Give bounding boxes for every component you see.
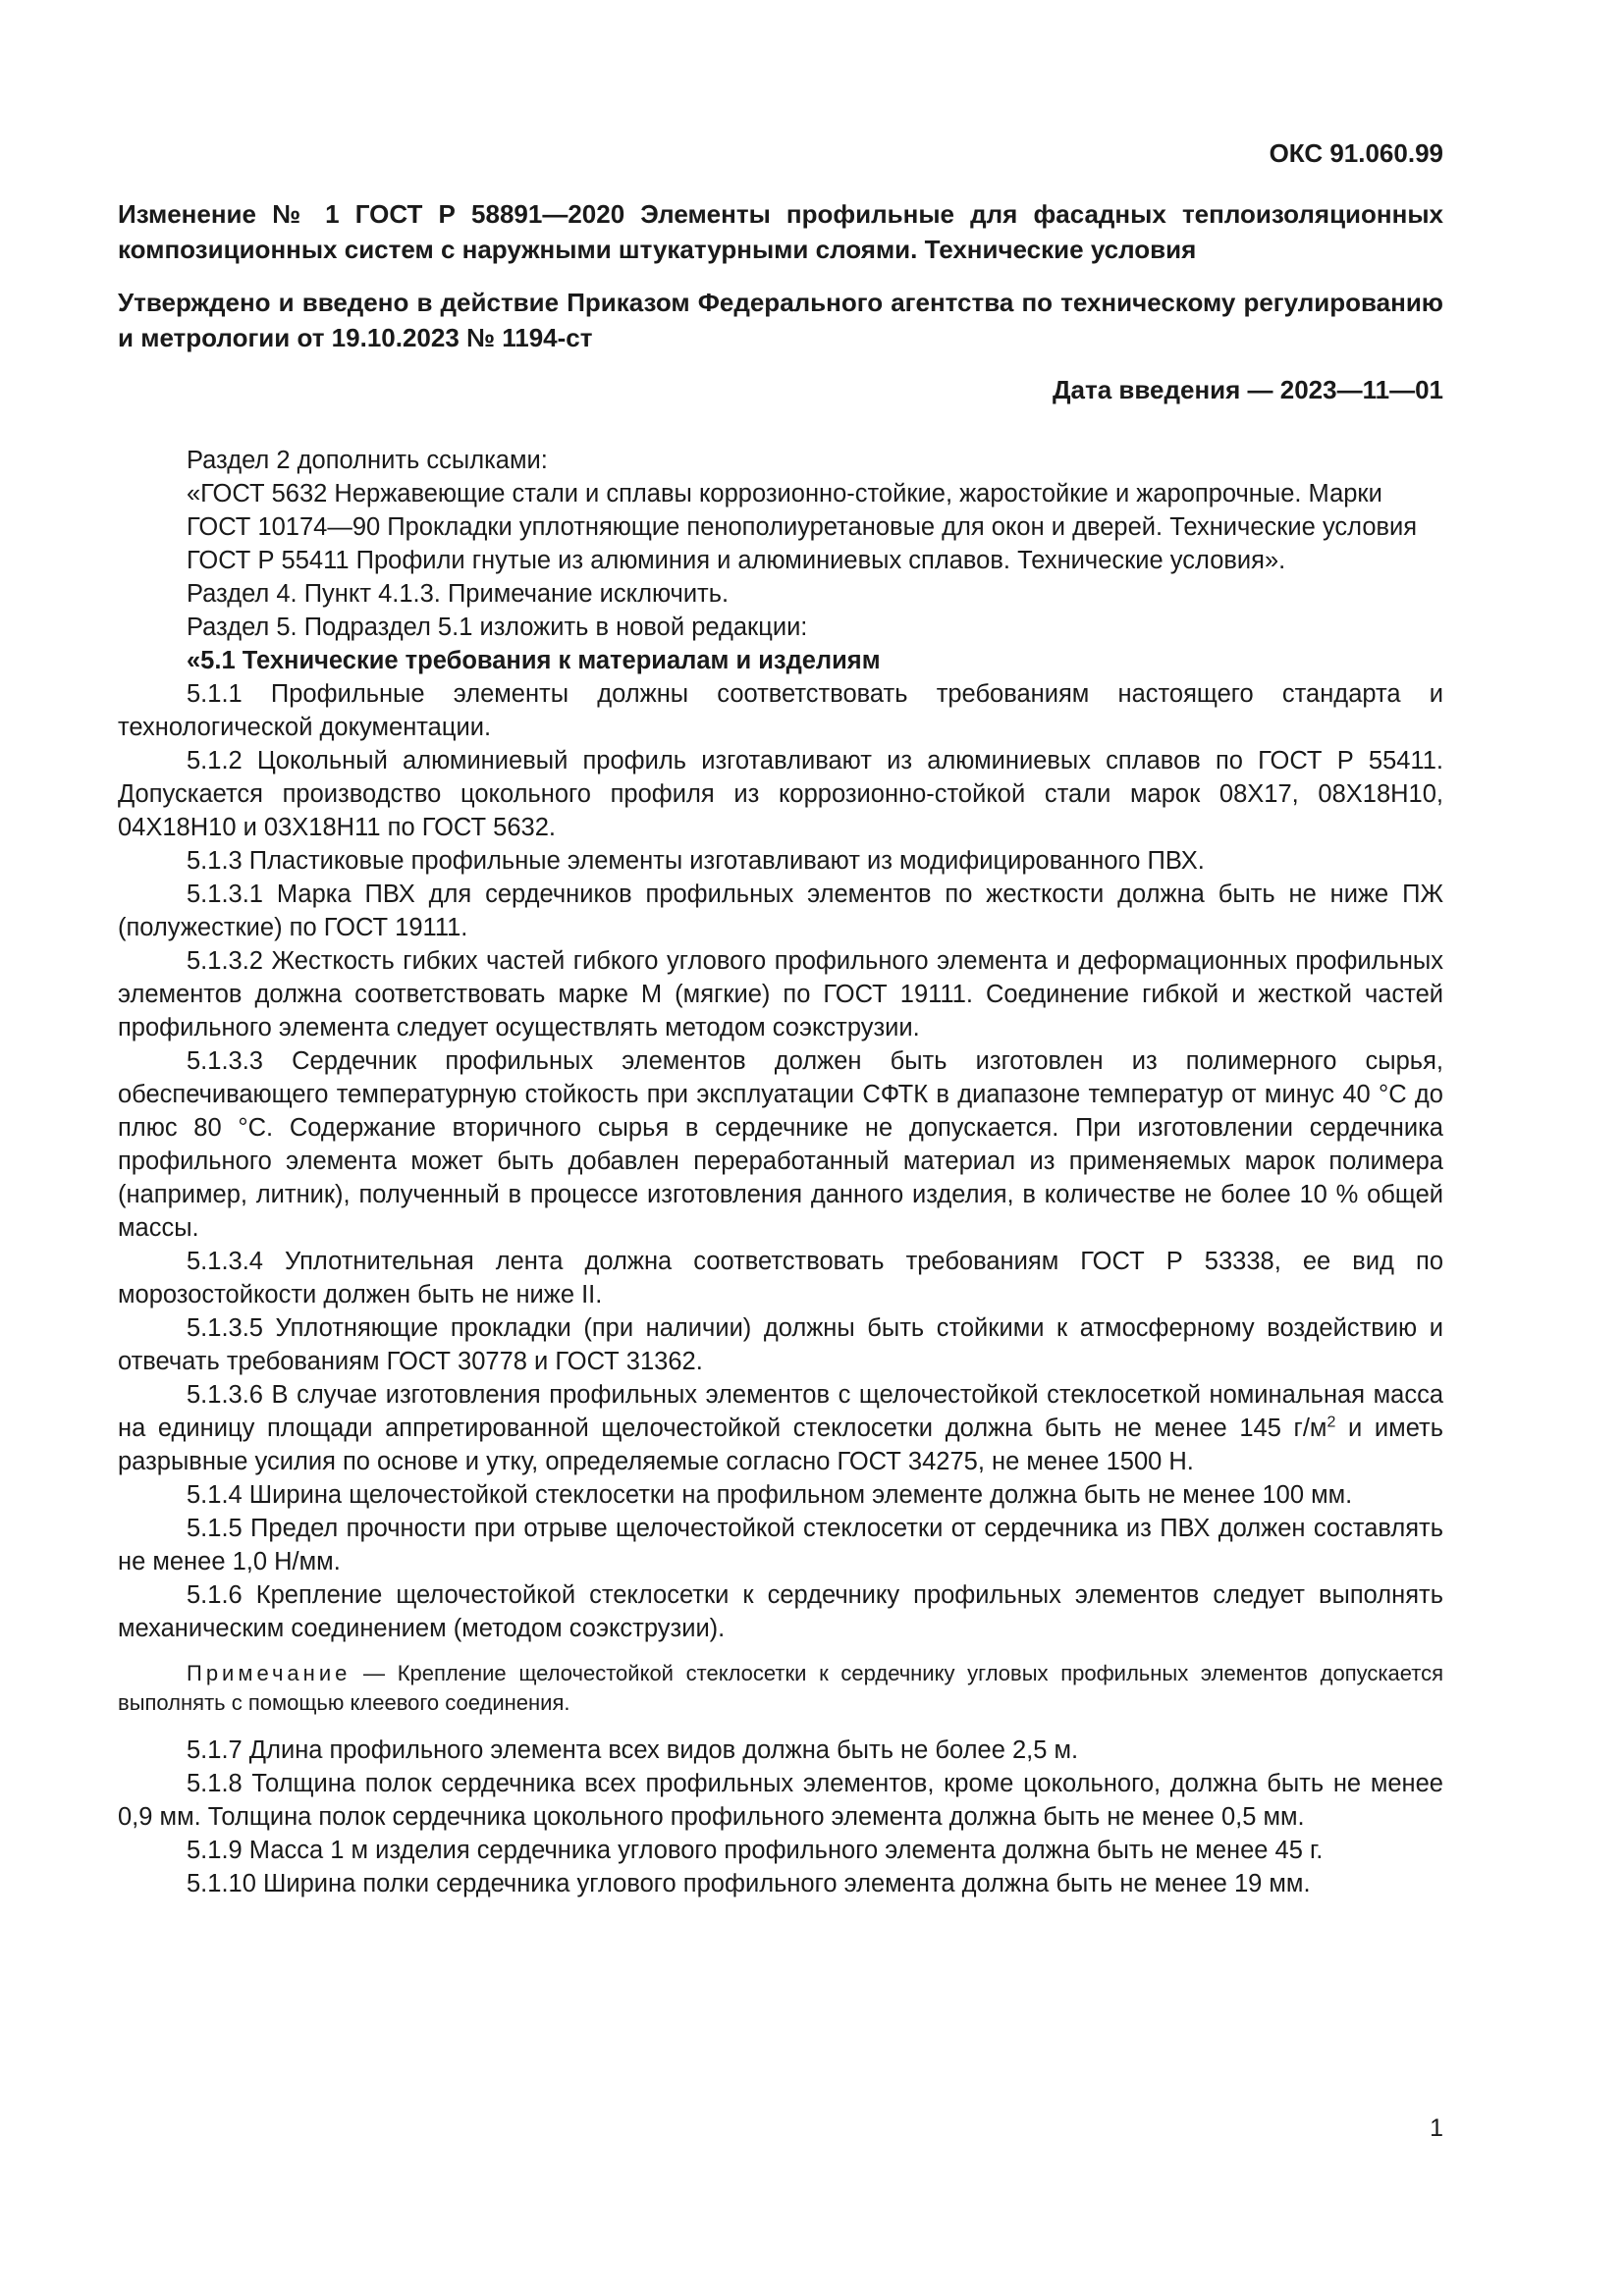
- paragraph: ГОСТ Р 55411 Профили гнутые из алюминия и алюминиевых сплавов. Технические условия».: [187, 547, 1286, 574]
- paragraph: 5.1.1 Профильные элементы должны соответствовать требованиям настоящего стандарта и технологической документации.: [118, 680, 1443, 741]
- paragraph: 5.1.6 Крепление щелочестойкой стеклосетки к сердечнику профильных элементов следует выполнять механическим соединением (методом соэкструзии).: [118, 1581, 1443, 1642]
- paragraph: «ГОСТ 5632 Нержавеющие стали и сплавы коррозионно-стойкие, жаростойкие и жаропрочные. Марки: [187, 480, 1382, 507]
- section-heading: «5.1 Технические требования к материалам и изделиям: [187, 647, 881, 674]
- paragraph: [118, 1378, 1443, 1478]
- paragraph: 5.1.4 Ширина щелочестойкой стеклосетки на профильном элементе должна быть не менее 100 мм.: [187, 1481, 1353, 1509]
- paragraph: Раздел 2 дополнить ссылками:: [187, 447, 548, 474]
- amendment-title: Изменение № 1 ГОСТ Р 58891—2020 Элементы профильные для фасадных теплоизоляционных композиционных систем с наружными штукатурными слоями. Технические условия: [118, 199, 1443, 264]
- note-label: Примечание: [187, 1661, 352, 1685]
- oks-code: ОКС 91.060.99: [1269, 138, 1443, 168]
- paragraph: 5.1.3.1 Марка ПВХ для сердечников профильных элементов по жесткости должна быть не ниже ПЖ (полужесткие) по ГОСТ 19111.: [118, 881, 1443, 941]
- note-text: — Крепление щелочестойкой стеклосетки к сердечнику угловых профильных элементов допускается выполнять с помощью клеевого соединения.: [118, 1661, 1443, 1715]
- effective-date: Дата введения — 2023—11—01: [1053, 375, 1443, 404]
- approval-statement: Утверждено и введено в действие Приказом Федерального агентства по техническому регулированию и метрологии от 19.10.2023 № 1194-ст: [118, 288, 1443, 352]
- paragraph: ГОСТ 10174—90 Прокладки уплотняющие пенополиуретановые для окон и дверей. Технические условия: [187, 513, 1418, 541]
- page-number: 1: [1430, 2114, 1443, 2142]
- note: [118, 1659, 1443, 1718]
- paragraph: 5.1.3.5 Уплотняющие прокладки (при наличии) должны быть стойкими к атмосферному воздействию и отвечать требованиям ГОСТ 30778 и ГОСТ 31362.: [118, 1314, 1443, 1375]
- paragraph-part: и иметь разрывные усилия по основе и утку, определяемые согласно ГОСТ 34275, не менее 1500 Н.: [118, 1415, 1443, 1475]
- paragraph: 5.1.3.2 Жесткость гибких частей гибкого углового профильного элемента и деформационных профильных элементов должна соответствовать марке М (мягкие) по ГОСТ 19111. Соединение гибкой и жесткой частей профильного элемента следует осуществлять методом соэкструзии.: [118, 947, 1443, 1041]
- paragraph: 5.1.3.4 Уплотнительная лента должна соответствовать требованиям ГОСТ Р 53338, ее вид по морозостойкости должен быть не ниже II.: [118, 1248, 1443, 1308]
- paragraph: 5.1.7 Длина профильного элемента всех видов должна быть не более 2,5 м.: [187, 1736, 1079, 1764]
- paragraph-part: 5.1.3.6 В случае изготовления профильных элементов с щелочестойкой стеклосеткой номинальная масса на единицу площади аппретированной щелочестойкой стеклосетки должна быть не менее 145 г/м: [118, 1381, 1443, 1442]
- paragraph: 5.1.8 Толщина полок сердечника всех профильных элементов, кроме цокольного, должна быть не менее 0,9 мм. Толщина полок сердечника цокольного профильного элемента должна быть не менее 0,5 мм.: [118, 1770, 1443, 1831]
- paragraph: 5.1.10 Ширина полки сердечника углового профильного элемента должна быть не менее 19 мм.: [187, 1870, 1311, 1897]
- paragraph: 5.1.5 Предел прочности при отрыве щелочестойкой стеклосетки от сердечника из ПВХ должен составлять не менее 1,0 Н/мм.: [118, 1515, 1443, 1575]
- superscript: 2: [1326, 1414, 1336, 1431]
- paragraph: 5.1.2 Цокольный алюминиевый профиль изготавливают из алюминиевых сплавов по ГОСТ Р 55411. Допускается производство цокольного профиля из коррозионно-стойкой стали марок 08Х17, 08Х18Н10, 04Х18Н10 и 03Х18Н11 по ГОСТ 5632.: [118, 747, 1443, 841]
- paragraph: 5.1.9 Масса 1 м изделия сердечника углового профильного элемента должна быть не менее 45 г.: [187, 1837, 1324, 1864]
- document-body: [118, 444, 1443, 1900]
- paragraph: Раздел 5. Подраздел 5.1 изложить в новой редакции:: [187, 614, 808, 641]
- paragraph: 5.1.3 Пластиковые профильные элементы изготавливают из модифицированного ПВХ.: [187, 847, 1205, 875]
- paragraph: Раздел 4. Пункт 4.1.3. Примечание исключить.: [187, 580, 730, 608]
- paragraph: 5.1.3.3 Сердечник профильных элементов должен быть изготовлен из полимерного сырья, обеспечивающего температурную стойкость при эксплуатации СФТК в диапазоне температур от минус 40 °С до плюс 80 °С. Содержание вторичного сырья в сердечнике не допускается. При изготовлении сердечника профильного элемента может быть добавлен переработанный материал из применяемых марок полимера (например, литник), полученный в процессе изготовления данного изделия, в количестве не более 10 % общей массы.: [118, 1047, 1443, 1242]
- document-page: [118, 137, 1443, 1900]
